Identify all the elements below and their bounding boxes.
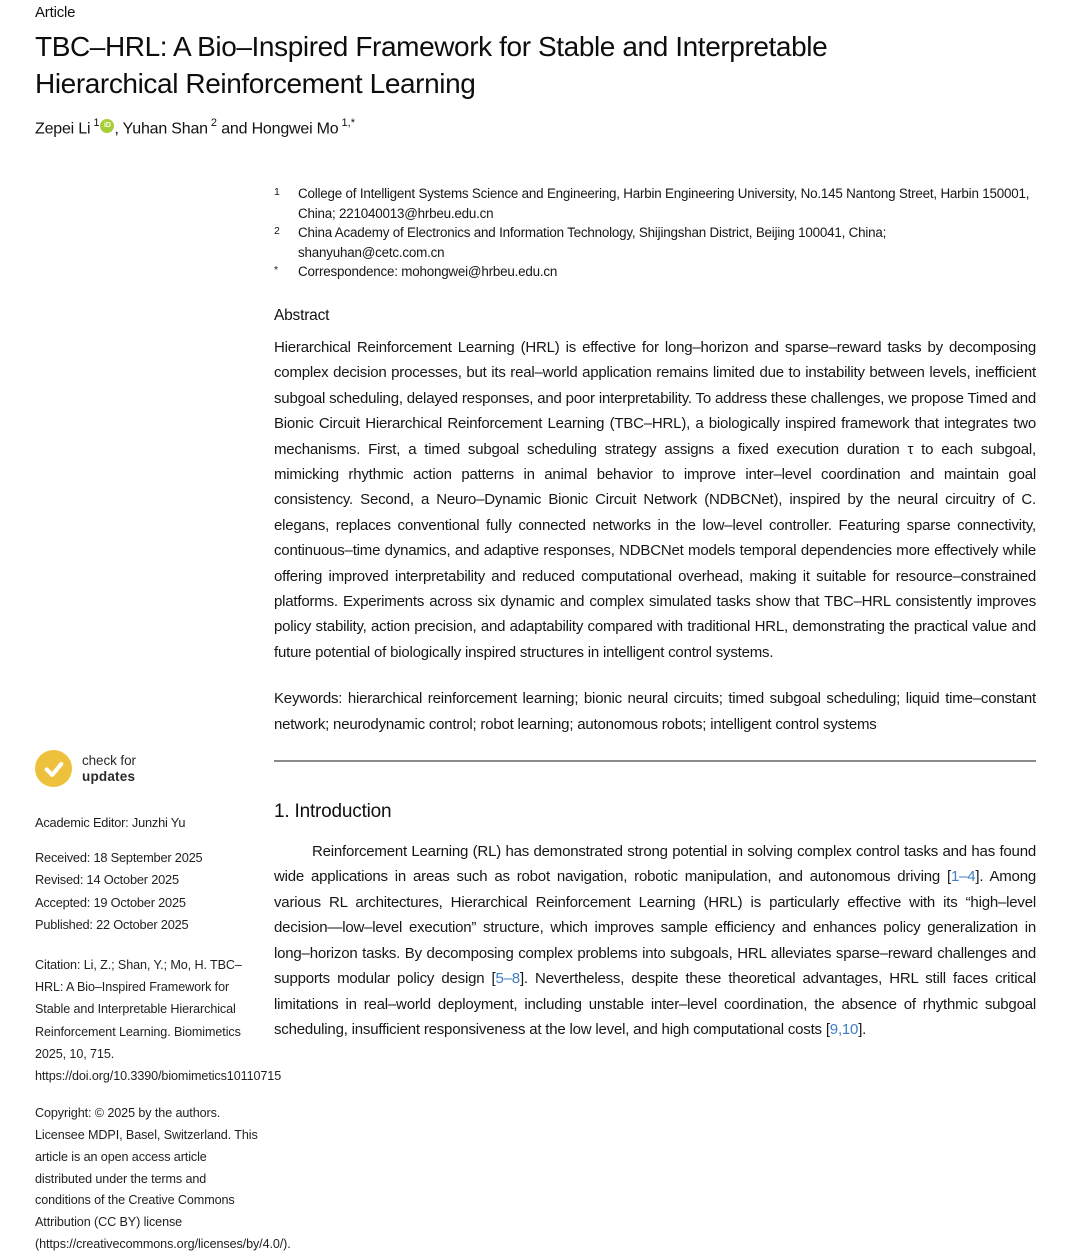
badge-line2: updates xyxy=(82,768,136,784)
checkmark-icon xyxy=(35,750,72,787)
copyright-block: Copyright: © 2025 by the authors. Licensee MDPI, Basel, Switzerland. This article is an open access article distributed under the terms and conditions of the Creative Commons Attribution (CC BY) license (https://creativecommons.org/licenses/by/4.0/). xyxy=(35,1106,291,1251)
intro-text: ]. xyxy=(858,1021,867,1039)
affiliation-marker: 2 xyxy=(274,225,280,238)
left-sidebar xyxy=(35,750,291,1255)
introduction-paragraph xyxy=(274,839,1036,1043)
reference-link-1-4[interactable]: 1–4 xyxy=(950,868,976,886)
affiliation-item xyxy=(274,184,1036,223)
citation-label: Citation: xyxy=(35,957,81,972)
accepted-date: Accepted: 19 October 2025 xyxy=(35,894,186,910)
affiliation-item xyxy=(274,223,1036,262)
revised-date: Revised: 14 October 2025 xyxy=(35,872,179,888)
affiliations xyxy=(274,184,1036,282)
article-history xyxy=(35,847,263,937)
badge-line1: check for xyxy=(82,752,136,768)
author-separator: and xyxy=(216,120,252,138)
abstract-heading: Abstract xyxy=(274,306,330,324)
correspondence-marker: * xyxy=(274,264,279,277)
intro-text: ]. Among various RL architectures, Hierarchical Reinforcement Learning (HRL) is particularly effective with its “high–level decision—low–level execution” structure, which improves sample efficiency and enhances policy generalization in long–horizon tasks. By decomposing complex problems into subgoals, HRL alleviates sparse–reward challenges and supports modular policy design [ xyxy=(274,868,1036,988)
author-1-affiliation-sup: 1 xyxy=(93,117,100,129)
author-line xyxy=(35,118,1035,138)
author-name-1: Zepei Li xyxy=(35,120,91,138)
intro-text: ]. Nevertheless, despite these theoretical advantages, HRL still faces critical limitations in real–world deployment, including unstable inter–level coordination, the absence of rhythmic subgoal scheduling, insufficient responsiveness at the low level, and high computational costs [ xyxy=(274,970,1036,1039)
orcid-icon[interactable]: iD xyxy=(100,119,114,133)
section-divider xyxy=(274,760,1036,762)
reference-link-5-8[interactable]: 5–8 xyxy=(495,970,520,988)
abstract-text: Hierarchical Reinforcement Learning (HRL) is effective for long–horizon and sparse–reward tasks by decomposing complex decision processes, but its real–world application remains limited due to instability between levels, inefficient subgoal scheduling, delayed responses, and poor interpretability. To address these challenges, we propose Timed and Bionic Circuit Hierarchical Reinforcement Learning (TBC–HRL), a biologically inspired framework that integrates two mechanisms. First, a timed subgoal scheduling strategy assigns a fixed execution duration τ to each subgoal, mimicking rhythmic action patterns in animal behavior to improve inter–level coordination and maintain goal consistency. Second, a Neuro–Dynamic Bionic Circuit Network (NDBCNet), inspired by the neural circuitry of C. elegans, replaces conventional fully connected networks in the low–level controller. Featuring sparse connectivity, continuous–time dynamics, and adaptive responses, NDBCNet models temporal dependencies more effectively while offering improved interpretability and reduced computational overhead, making it suitable for resource–constrained platforms. Experiments across six dynamic and complex simulated tasks show that TBC–HRL consistently improves policy stability, action precision, and adaptability compared with traditional HRL, demonstrating the practical value and future potential of biologically inspired structures in intelligent control systems. xyxy=(274,338,1036,661)
author-name-3: Hongwei Mo xyxy=(251,120,339,138)
citation-block xyxy=(35,954,282,1088)
keywords-block xyxy=(274,686,1036,737)
author-name-2: Yuhan Shan xyxy=(122,120,208,138)
affiliation-marker: 1 xyxy=(274,186,280,198)
received-date: Received: 18 September 2025 xyxy=(35,850,203,865)
article-header xyxy=(35,4,1035,138)
section-heading-introduction: 1. Introduction xyxy=(274,801,392,823)
affiliation-text: College of Intelligent Systems Science and Engineering, Harbin Engineering University, No.145 Nantong Street, Harbin 150001, China; 221040013@hrbeu.edu.cn xyxy=(298,186,1030,221)
main-column xyxy=(274,184,1036,1043)
academic-editor: Academic Editor: Junzhi Yu xyxy=(35,815,186,830)
citation-text[interactable]: Li, Z.; Shan, Y.; Mo, H. TBC–HRL: A Bio–Inspired Framework for Stable and Interpretable Hierarchical Reinforcement Learning. Biomimetics 2025, 10, 715. https://doi.org/10.3390/biomimetics10110715 xyxy=(35,957,282,1084)
check-for-updates-badge[interactable] xyxy=(35,750,263,787)
affiliation-text: China Academy of Electronics and Information Technology, Shijingshan District, Beijing 100041, China; shanyuhan@cetc.com.cn xyxy=(298,225,887,260)
published-date: Published: 22 October 2025 xyxy=(35,917,189,933)
author-3-affiliation-sup: 1,* xyxy=(341,117,355,129)
check-for-updates-label xyxy=(82,753,136,785)
intro-text: Reinforcement Learning (RL) has demonstrated strong potential in solving complex control tasks and has found wide applications in areas such as robot navigation, robotic manipulation, and autonomous driving [ xyxy=(274,842,1036,886)
reference-link-9-10[interactable]: 9,10 xyxy=(829,1021,859,1039)
author-2-affiliation-sup: 2 xyxy=(210,117,217,129)
keywords-label: Keywords: xyxy=(274,690,343,708)
article-type-label: Article xyxy=(35,4,76,21)
author-separator: , xyxy=(114,120,123,138)
correspondence-text: Correspondence: mohongwei@hrbeu.edu.cn xyxy=(298,264,558,280)
affiliation-item xyxy=(274,262,1036,282)
page-title: TBC–HRL: A Bio–Inspired Framework for Stable and Interpretable Hierarchical Reinforcement Learning xyxy=(35,31,828,99)
keywords-text: hierarchical reinforcement learning; bionic neural circuits; timed subgoal scheduling; liquid time–constant network; neurodynamic control; robot learning; autonomous robots; intelligent control systems xyxy=(274,690,1036,733)
